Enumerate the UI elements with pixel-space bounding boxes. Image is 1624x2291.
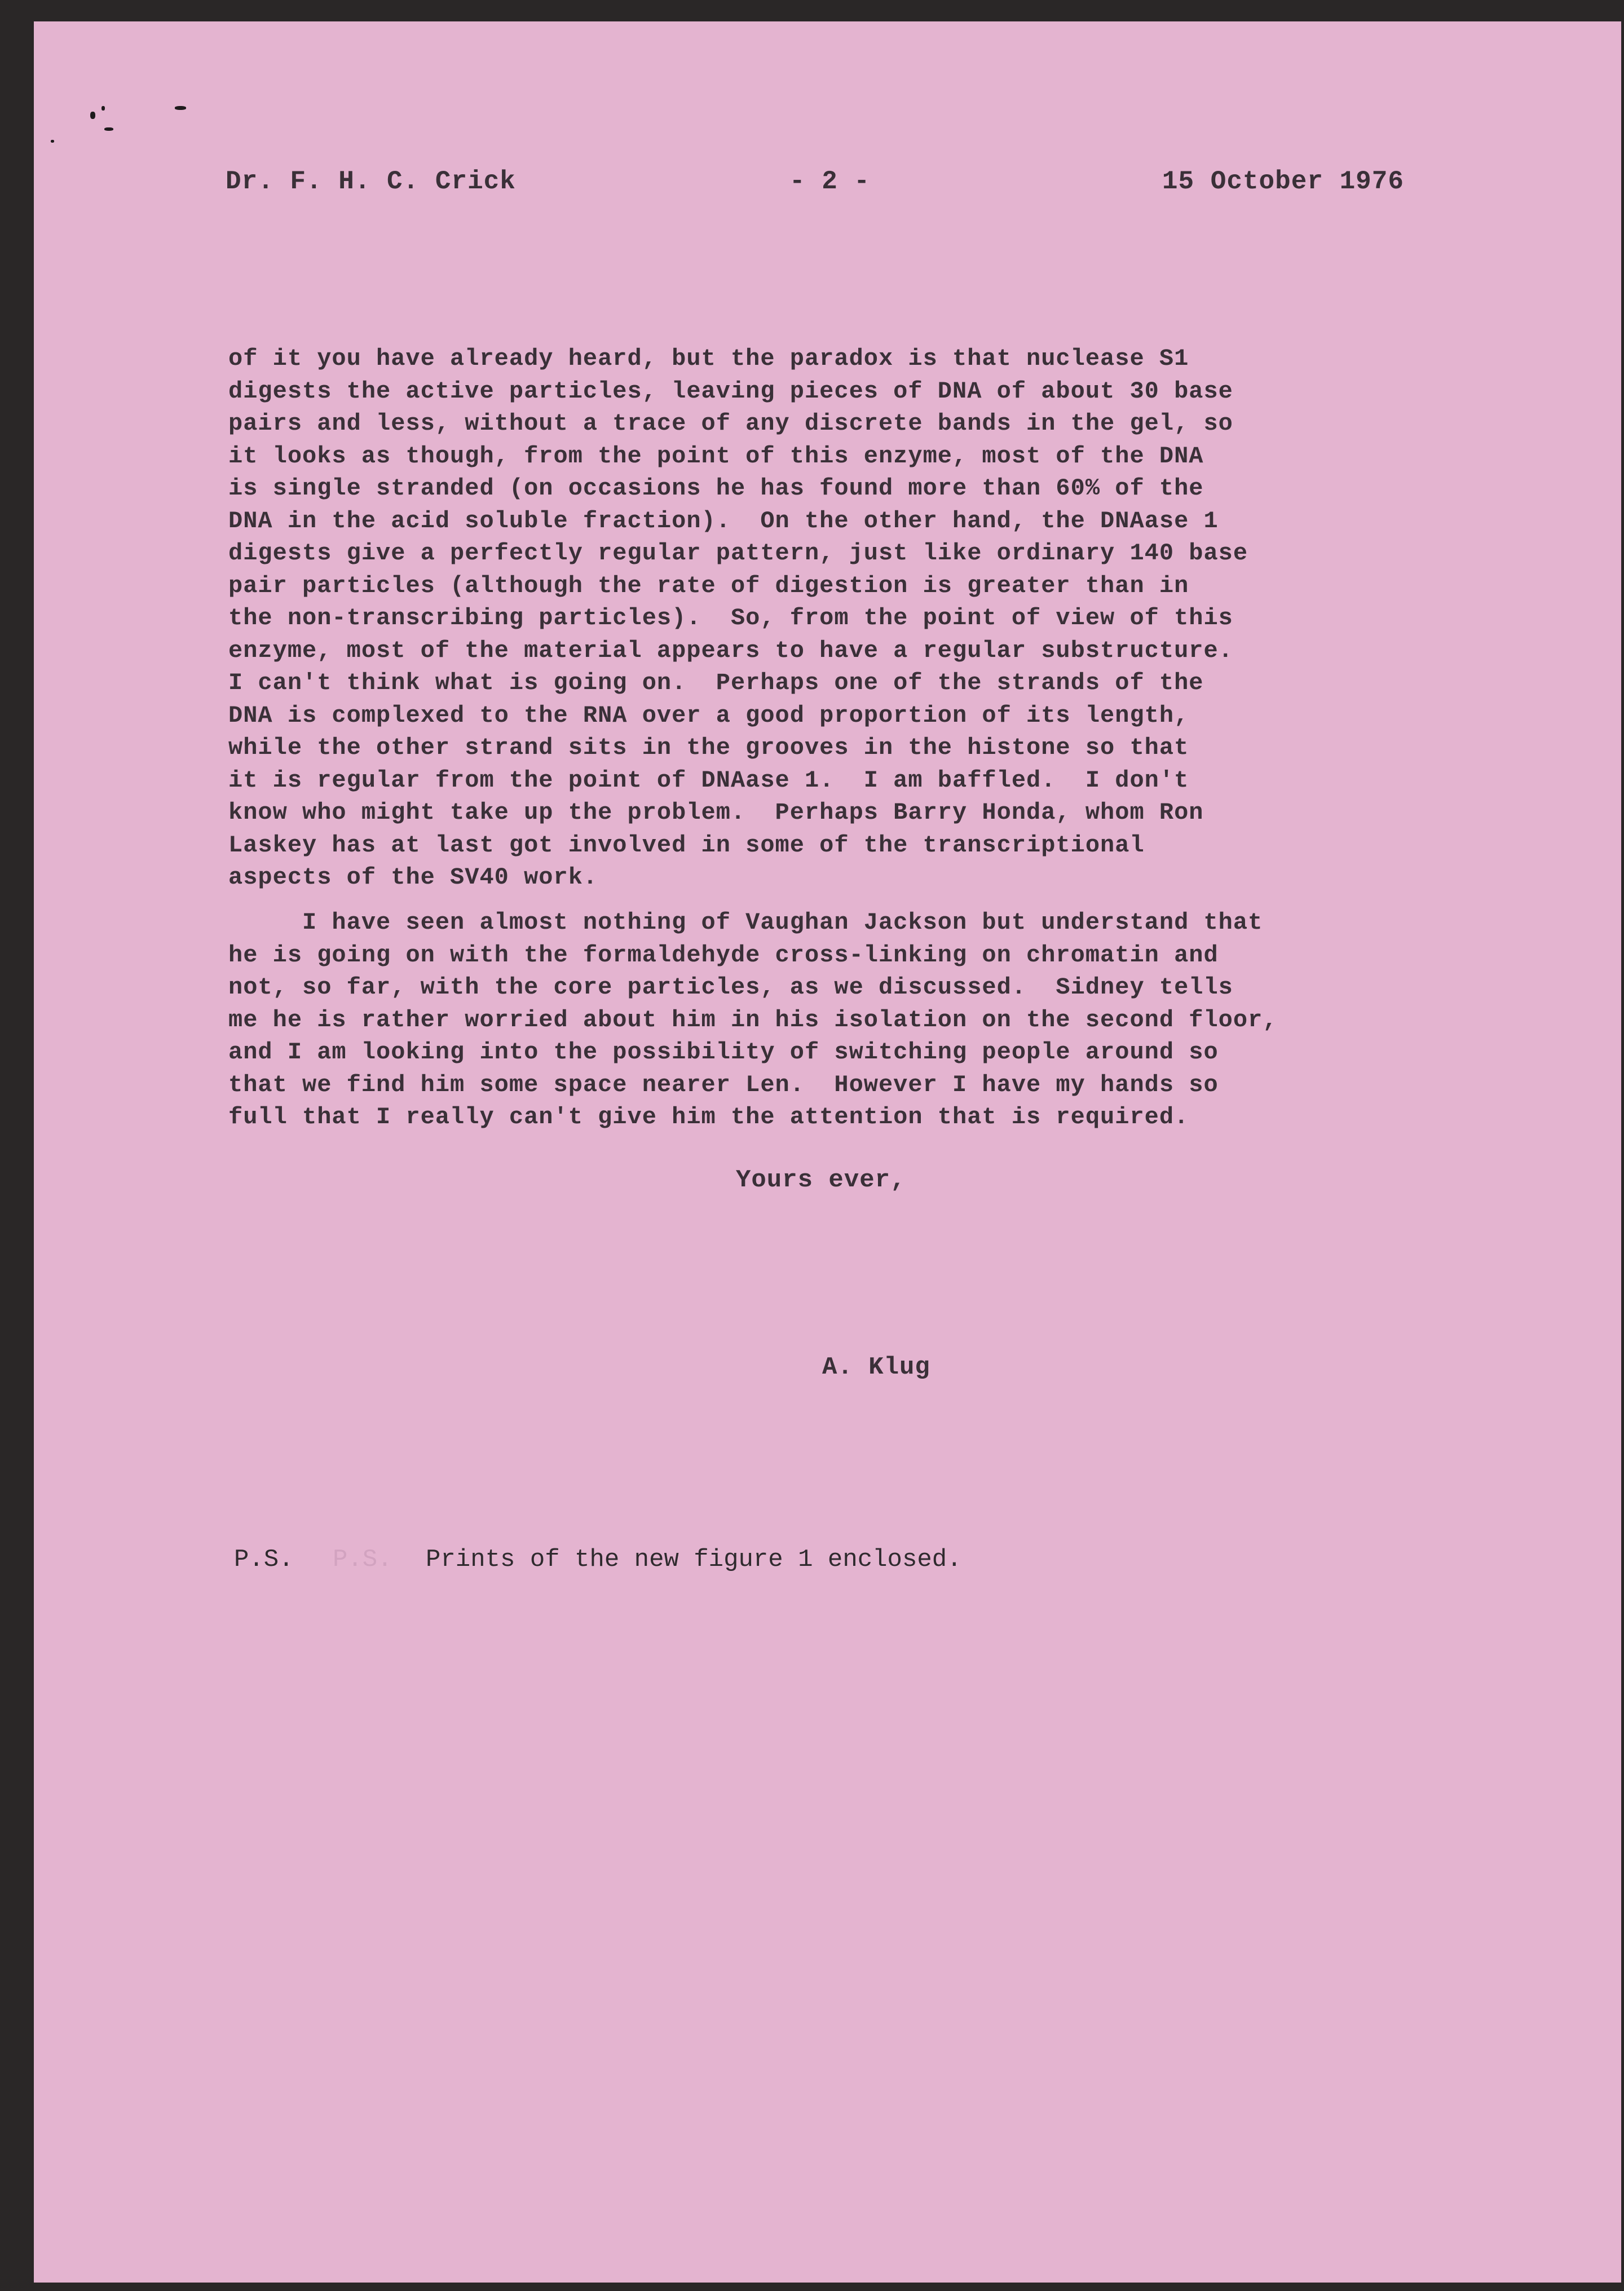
ink-speck	[102, 106, 105, 111]
letter-header	[226, 167, 1404, 206]
text-line: aspects of the SV40 work.	[228, 864, 598, 891]
text-line: while the other strand sits in the grooves in the histone so that	[228, 734, 1189, 761]
text-line: it looks as though, from the point of this enzyme, most of the DNA	[228, 442, 1204, 470]
text-line: pair particles (although the rate of digestion is greater than in	[228, 572, 1189, 599]
text-line: I have seen almost nothing of Vaughan Jackson but understand that	[228, 909, 1263, 936]
text-line: pairs and less, without a trace of any discrete bands in the gel, so	[228, 410, 1233, 437]
text-line: DNA is complexed to the RNA over a good proportion of its length,	[228, 701, 1189, 729]
text-line: know who might take up the problem. Perhaps Barry Honda, whom Ron	[228, 799, 1204, 826]
text-line: digests give a perfectly regular pattern, just like ordinary 140 base	[228, 540, 1248, 567]
text-line: is single stranded (on occasions he has found more than 60% of the	[228, 475, 1204, 502]
ink-speck	[90, 112, 95, 119]
text-line: the non-transcribing particles). So, from the point of view of this	[228, 604, 1233, 632]
text-line: DNA in the acid soluble fraction). On the other hand, the DNAase 1	[228, 507, 1219, 535]
postscript-ghost-label: P.S.	[333, 1546, 392, 1574]
text-line: of it you have already heard, but the paradox is that nuclease S1	[228, 345, 1189, 372]
text-line: Laskey has at last got involved in some of the transcriptional	[228, 831, 1145, 859]
text-line: enzyme, most of the material appears to have a regular substructure.	[228, 637, 1233, 664]
text-line: me he is rather worried about him in his isolation on the second floor,	[228, 1006, 1278, 1034]
text-line: he is going on with the formaldehyde cross-linking on chromatin and	[228, 941, 1219, 969]
text-line: that we find him some space nearer Len. However I have my hands so	[228, 1071, 1219, 1098]
letter-date: 15 October 1976	[1162, 167, 1404, 196]
page-number: - 2 -	[789, 167, 871, 196]
closing-salutation: Yours ever,	[736, 1166, 906, 1194]
ink-speck	[175, 106, 186, 110]
recipient-name: Dr. F. H. C. Crick	[226, 167, 516, 196]
ink-speck	[51, 140, 54, 143]
text-line: not, so far, with the core particles, as we discussed. Sidney tells	[228, 974, 1233, 1001]
postscript-label: P.S.	[234, 1546, 294, 1574]
text-line: I can't think what is going on. Perhaps one of the strands of the	[228, 669, 1204, 696]
letter-page	[34, 21, 1621, 2283]
text-line: full that I really can't give him the attention that is required.	[228, 1103, 1189, 1131]
paragraph-2	[228, 907, 1413, 1134]
paragraph-1	[228, 343, 1413, 894]
text-line: it is regular from the point of DNAase 1. I am baffled. I don't	[228, 766, 1189, 794]
text-line: digests the active particles, leaving pieces of DNA of about 30 base	[228, 377, 1233, 405]
text-line: and I am looking into the possibility of switching people around so	[228, 1039, 1219, 1066]
postscript-text: Prints of the new figure 1 enclosed.	[426, 1546, 962, 1574]
signature-name: A. Klug	[822, 1353, 930, 1381]
ink-speck	[104, 127, 113, 131]
